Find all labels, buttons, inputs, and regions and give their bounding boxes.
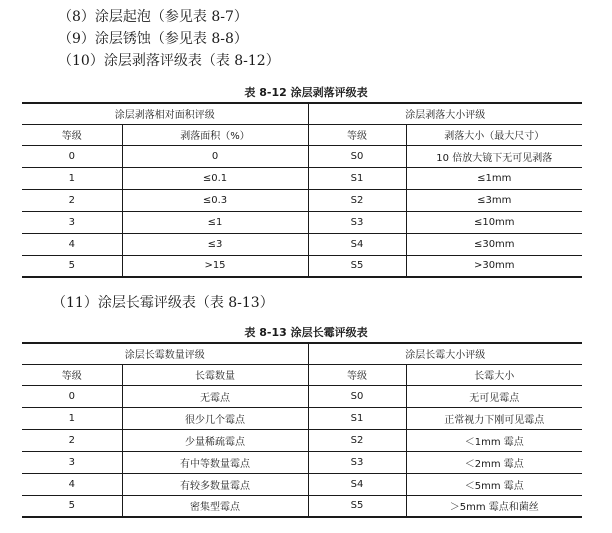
table-cell: S2: [308, 429, 406, 451]
list-item-8: （8）涂层起泡（参见表 8-7）: [58, 9, 248, 25]
table-row: [22, 385, 582, 407]
table-cell: 0: [122, 145, 308, 167]
column-header: 长霉数量: [122, 364, 308, 385]
table-8-13: [22, 342, 582, 518]
table-cell: 4: [22, 233, 122, 255]
table-cell: 1: [22, 167, 122, 189]
table-cell: S1: [308, 167, 406, 189]
table-cell: 5: [22, 495, 122, 517]
table-row: [22, 473, 582, 495]
table-cell: 4: [22, 473, 122, 495]
table-group-header: 涂层长霉大小评级: [308, 343, 582, 364]
table-cell: S4: [308, 233, 406, 255]
table-cell: ≤10mm: [406, 211, 582, 233]
table-cell: 无可见霉点: [406, 385, 582, 407]
table-row: [22, 189, 582, 211]
table-row: [22, 255, 582, 277]
table-cell: ≤1mm: [406, 167, 582, 189]
table-cell: 0: [22, 145, 122, 167]
table-cell: S3: [308, 451, 406, 473]
table-cell: ＜2mm 霉点: [406, 451, 582, 473]
list-item-10: （10）涂层剥落评级表（表 8-12）: [58, 53, 280, 69]
table-row: [22, 429, 582, 451]
table-cell: ＜5mm 霉点: [406, 473, 582, 495]
table-8-13-caption: 表 8-13 涂层长霉评级表: [244, 326, 368, 339]
table-cell: 2: [22, 429, 122, 451]
table-cell: S0: [308, 385, 406, 407]
table-cell: 5: [22, 255, 122, 277]
table-cell: 很少几个霉点: [122, 407, 308, 429]
list-item-9: （9）涂层锈蚀（参见表 8-8）: [58, 31, 248, 47]
table-cell: S0: [308, 145, 406, 167]
table-group-header: 涂层长霉数量评级: [22, 343, 308, 364]
table-cell: S3: [308, 211, 406, 233]
table-cell: ≤0.3: [122, 189, 308, 211]
table-cell: 3: [22, 211, 122, 233]
table-cell: 有较多数量霉点: [122, 473, 308, 495]
column-header: 长霉大小: [406, 364, 582, 385]
column-header: 等级: [22, 124, 122, 145]
table-row: [22, 233, 582, 255]
table-row: [22, 211, 582, 233]
column-header: 剥落面积（%）: [122, 124, 308, 145]
table-cell: 密集型霉点: [122, 495, 308, 517]
table-cell: ＜1mm 霉点: [406, 429, 582, 451]
table-row: [22, 451, 582, 473]
table-cell: 无霉点: [122, 385, 308, 407]
table-cell: ≤30mm: [406, 233, 582, 255]
table-row: [22, 407, 582, 429]
table-cell: ≤1: [122, 211, 308, 233]
table-group-header: 涂层剥落相对面积评级: [22, 103, 308, 124]
table-row: [22, 145, 582, 167]
table-cell: ＞5mm 霉点和菌丝: [406, 495, 582, 517]
table-cell: 3: [22, 451, 122, 473]
table-cell: 正常视力下刚可见霉点: [406, 407, 582, 429]
table-group-header: 涂层剥落大小评级: [308, 103, 582, 124]
column-header: 等级: [308, 124, 406, 145]
table-row: [22, 167, 582, 189]
table-cell: S5: [308, 495, 406, 517]
column-header: 等级: [308, 364, 406, 385]
table-row: [22, 495, 582, 517]
table-cell: 少量稀疏霉点: [122, 429, 308, 451]
column-header: 等级: [22, 364, 122, 385]
table-cell: S4: [308, 473, 406, 495]
column-header: 剥落大小（最大尺寸）: [406, 124, 582, 145]
list-item-11: （11）涂层长霉评级表（表 8-13）: [52, 295, 274, 311]
table-cell: 1: [22, 407, 122, 429]
table-cell: 有中等数量霉点: [122, 451, 308, 473]
table-cell: ≤3: [122, 233, 308, 255]
table-cell: >30mm: [406, 255, 582, 277]
table-cell: ≤0.1: [122, 167, 308, 189]
table-cell: 2: [22, 189, 122, 211]
table-cell: >15: [122, 255, 308, 277]
table-8-12: [22, 102, 582, 278]
table-cell: S2: [308, 189, 406, 211]
table-8-12-caption: 表 8-12 涂层剥落评级表: [244, 86, 368, 99]
table-cell: ≤3mm: [406, 189, 582, 211]
table-cell: 0: [22, 385, 122, 407]
table-cell: 10 倍放大镜下无可见剥落: [406, 145, 582, 167]
table-cell: S5: [308, 255, 406, 277]
table-cell: S1: [308, 407, 406, 429]
